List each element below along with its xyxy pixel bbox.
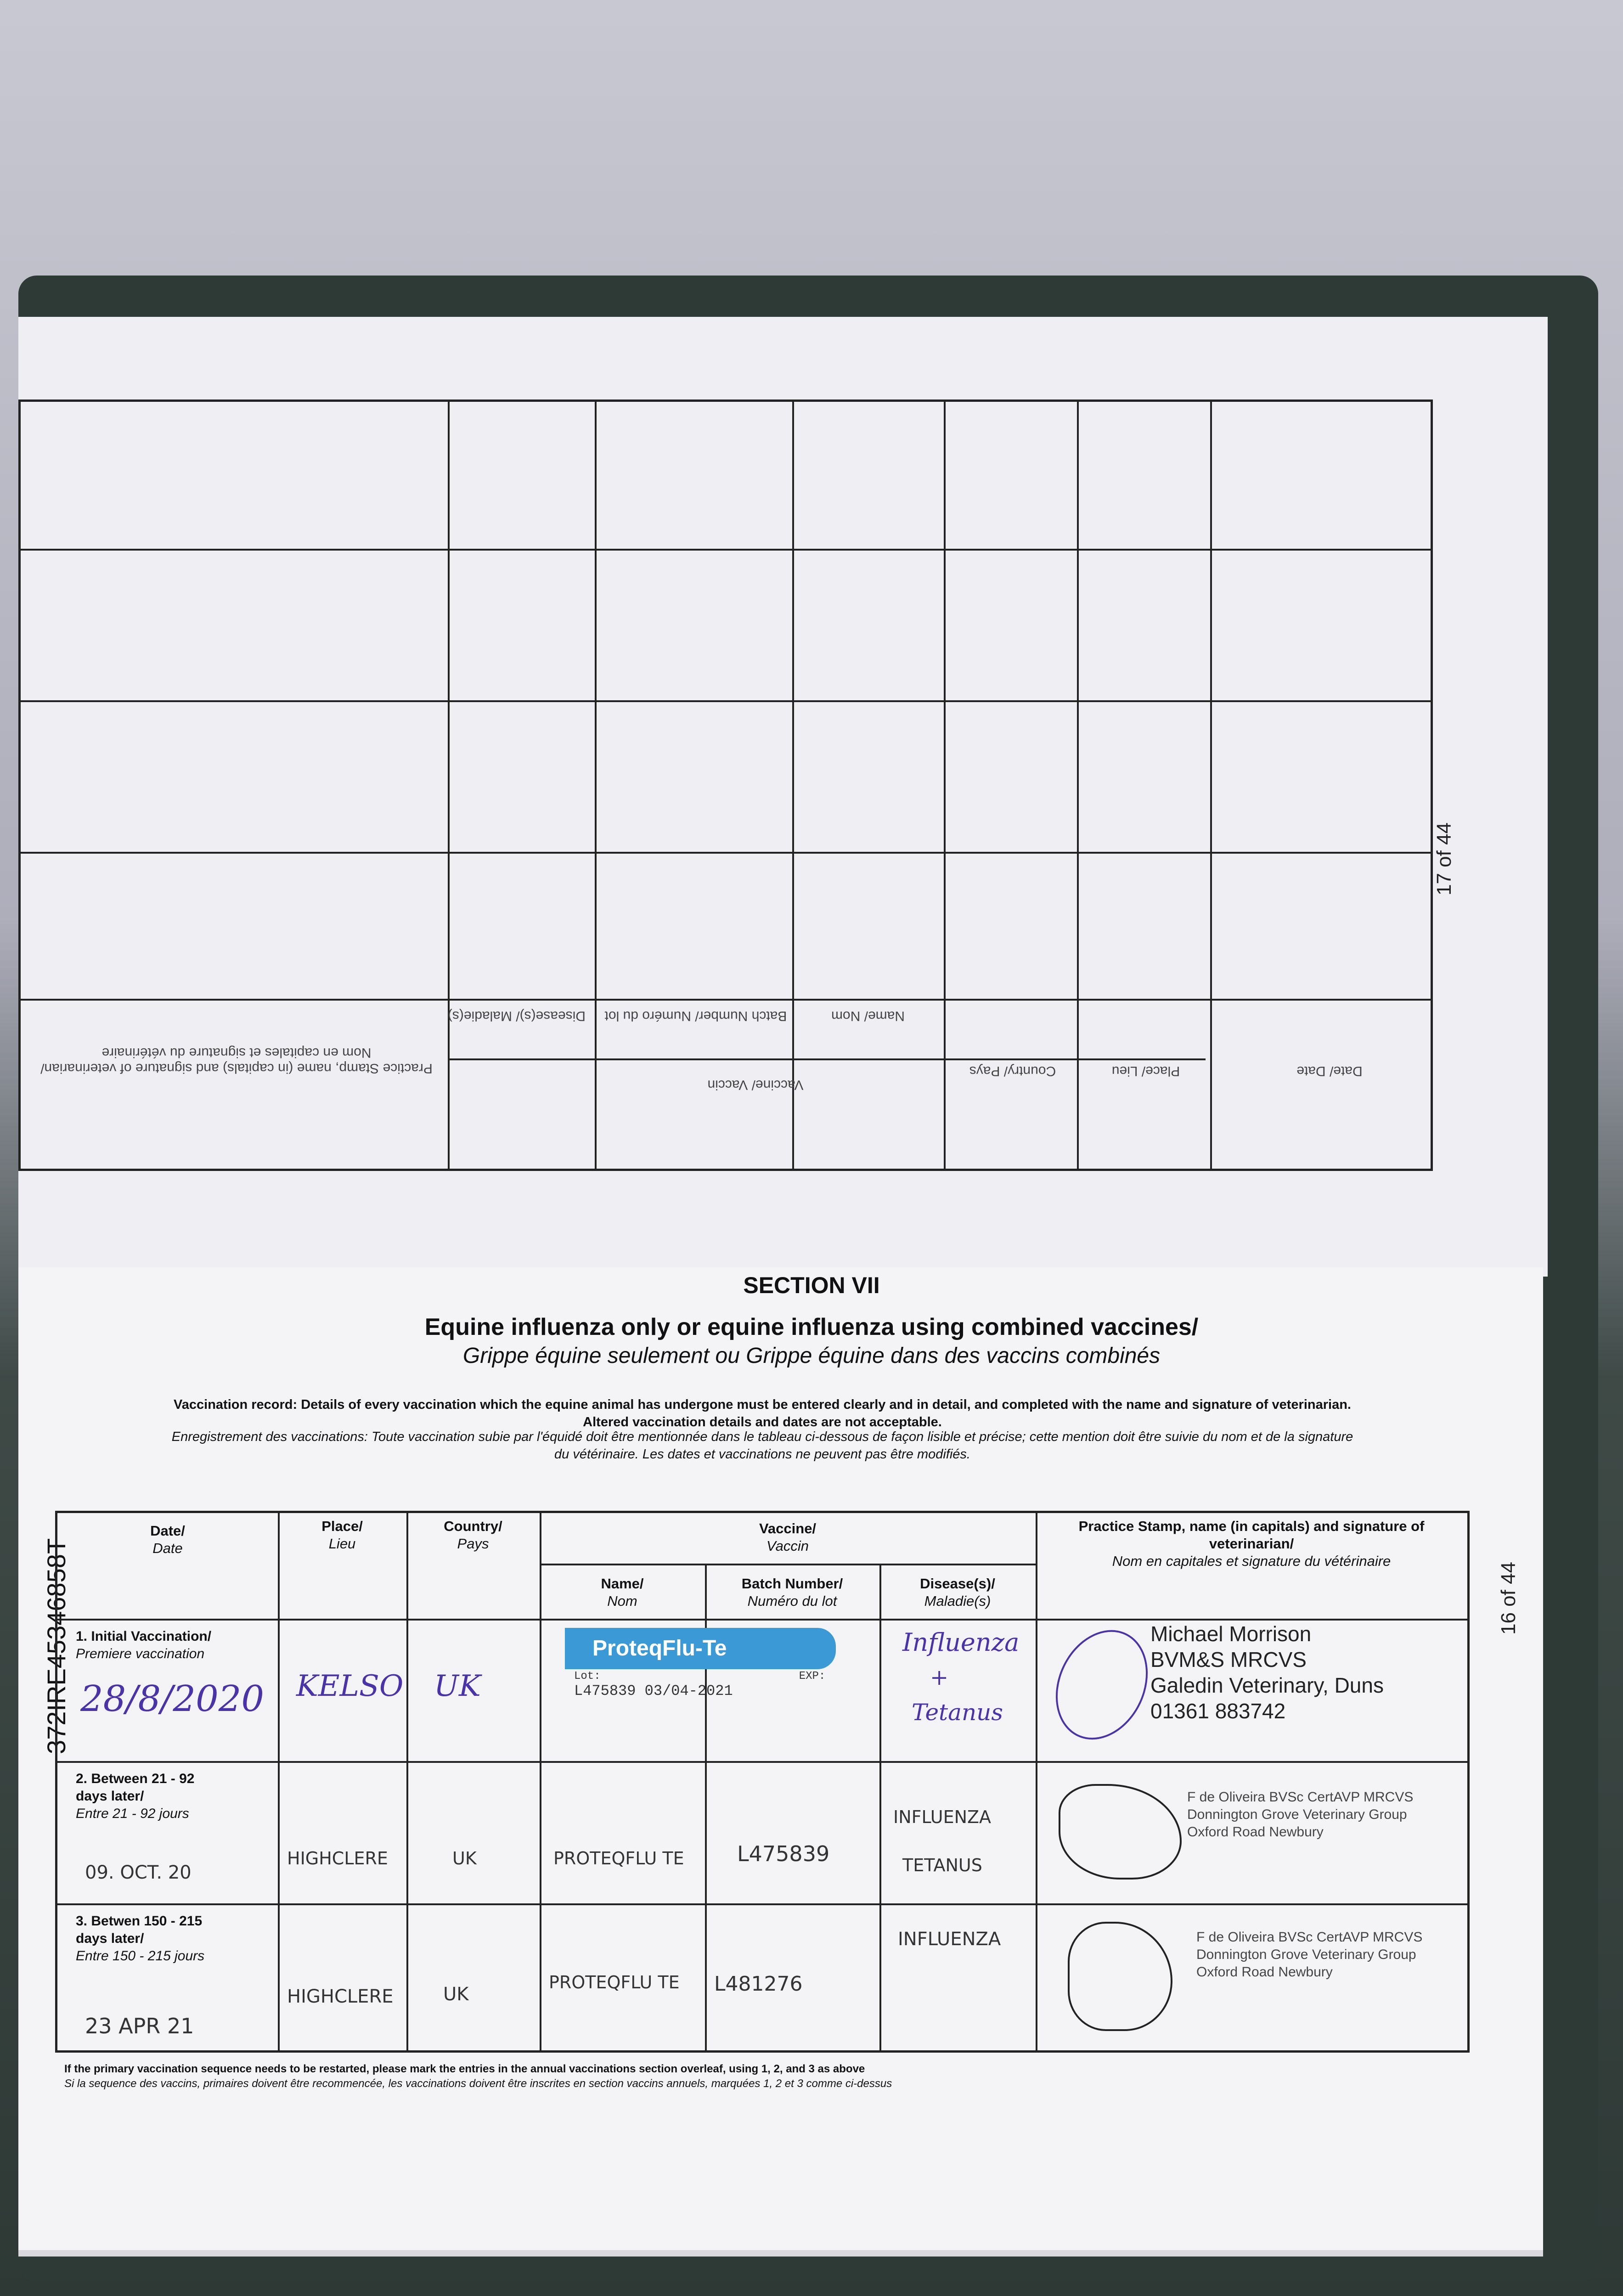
row1-country: UK xyxy=(434,1669,481,1703)
mirrored-header-practice: Practice Stamp, name (in capitals) and signature of veterinarian/ Nom en capitales et signature du vétérinaire xyxy=(40,1045,433,1076)
header-country: Country/ Pays xyxy=(444,1518,502,1552)
header-date: Date/ Date xyxy=(150,1523,185,1556)
header-practice: Practice Stamp, name (in capitals) and signature of veterinarian/ Nom en capitales et signature du vétérinaire xyxy=(1078,1518,1425,1569)
row2-stamp-line1: F de Oliveira BVSc CertAVP MRCVS xyxy=(1187,1790,1414,1805)
grid-line xyxy=(57,1619,1467,1621)
footnote xyxy=(64,2062,1488,2091)
section-title: Equine influenza only or equine influenza using combined vaccines/ xyxy=(424,1314,1199,1340)
row3-name: PROTEQFLU TE xyxy=(549,1972,680,1992)
grid-line xyxy=(1077,402,1079,1169)
passport-id-code: 372IRE45346858T xyxy=(42,1538,71,1754)
vaccine-sticker-code: L475839 03/04-2021 xyxy=(574,1683,733,1699)
row2-place: HIGHCLERE xyxy=(287,1848,388,1868)
row1-disease-3: Tetanus xyxy=(912,1699,1003,1726)
row1-disease-1: Influenza xyxy=(902,1628,1020,1657)
mirrored-header-place: Place/ Lieu xyxy=(1111,1064,1180,1079)
description-en-line1: Vaccination record: Details of every vaccination which the equine animal has undergone must be entered clearly and in detail, and completed with the name and signature of veterinarian. xyxy=(174,1397,1351,1412)
row3-stamp xyxy=(1196,1929,1422,1981)
header-name: Name/ Nom xyxy=(601,1576,644,1609)
row2-date: 09. OCT. 20 xyxy=(85,1862,192,1883)
row2-disease-2: TETANUS xyxy=(902,1855,982,1875)
row3-disease-1: INFLUENZA xyxy=(898,1929,1001,1950)
vaccine-sticker-lot-label: Lot: EXP: xyxy=(574,1670,826,1683)
mirrored-header-disease: Disease(s)/ Maladie(s) xyxy=(447,1008,586,1024)
footnote-fr: Si la sequence des vaccins, primaires doivent être recommencée, les vaccinations doivent être inscrites en section vaccins annuels, marquées 1, 2 et 3 comme ci-dessus xyxy=(64,2077,892,2090)
row1-place: KELSO xyxy=(296,1669,404,1703)
grid-line xyxy=(540,1564,1036,1565)
row2-batch: L475839 xyxy=(737,1841,830,1866)
row1-date: 28/8/2020 xyxy=(80,1678,264,1720)
row2-name: PROTEQFLU TE xyxy=(553,1848,684,1868)
grid-line xyxy=(57,1903,1467,1905)
bottom-page-number: 16 of 44 xyxy=(1497,1561,1520,1635)
grid-line xyxy=(21,700,1431,702)
grid-line xyxy=(879,1564,881,2050)
grid-line xyxy=(792,402,794,1169)
grid-line xyxy=(57,1761,1467,1763)
row2-country: UK xyxy=(452,1848,477,1868)
description-fr xyxy=(64,1428,1460,1463)
row2-disease-1: INFLUENZA xyxy=(893,1807,992,1827)
grid-line xyxy=(944,402,946,1169)
header-vaccine: Vaccine/ Vaccin xyxy=(759,1520,817,1554)
row1-stamp-line3: Galedin Veterinary, Duns xyxy=(1150,1673,1384,1697)
row3-place: HIGHCLERE xyxy=(287,1986,394,2007)
grid-line xyxy=(21,852,1431,854)
mirrored-header-vaccine: Vaccine/ Vaccin xyxy=(707,1077,804,1092)
row3-country: UK xyxy=(443,1984,469,2005)
vaccine-sticker-brand: ProteqFlu-Te xyxy=(565,1628,836,1669)
grid-line xyxy=(448,1058,1206,1060)
description-fr-line2: du vétérinaire. Les dates et vaccinations ne peuvent pas être modifiés. xyxy=(554,1447,970,1462)
mirrored-header-date: Date/ Date xyxy=(1296,1064,1363,1079)
footnote-en: If the primary vaccination sequence needs to be restarted, please mark the entries in the annual vaccinations section overleaf, using 1, 2, and 3 as above xyxy=(64,2063,865,2075)
row3-batch: L481276 xyxy=(714,1972,803,1996)
top-page-table xyxy=(18,400,1433,1171)
row3-stamp-line3: Oxford Road Newbury xyxy=(1196,1964,1333,1980)
vaccine-sticker-details xyxy=(574,1670,825,1699)
row3-signature xyxy=(1068,1922,1172,2031)
grid-line xyxy=(448,402,450,1169)
grid-line xyxy=(1036,1513,1037,2050)
vaccination-table xyxy=(55,1511,1470,2053)
vaccine-batch-sticker xyxy=(565,1628,836,1701)
row1-signature xyxy=(1038,1615,1165,1755)
header-batch: Batch Number/ Numéro du lot xyxy=(741,1576,843,1609)
row2-stamp-line3: Oxford Road Newbury xyxy=(1187,1824,1324,1840)
row1-disease-2: + xyxy=(930,1665,949,1690)
row2-stamp xyxy=(1187,1789,1413,1841)
mirrored-header-batch: Batch Number/ Numéro du lot xyxy=(604,1008,787,1024)
description-en-line2: Altered vaccination details and dates are not acceptable. xyxy=(583,1415,942,1429)
row3-date: 23 APR 21 xyxy=(85,2014,194,2038)
grid-line xyxy=(278,1513,280,2050)
row1-stamp-line4: 01361 883742 xyxy=(1150,1699,1286,1723)
row2-signature xyxy=(1059,1784,1182,1880)
grid-line xyxy=(406,1513,408,2050)
grid-line xyxy=(21,549,1431,551)
section-title-fr: Grippe équine seulement ou Grippe équine dans des vaccins combinés xyxy=(462,1344,1161,1368)
row1-stamp-line1: Michael Morrison xyxy=(1150,1622,1312,1646)
top-page-number: 17 of 44 xyxy=(1433,822,1455,895)
description-fr-line1: Enregistrement des vaccinations: Toute vaccination subie par l'équidé doit être mentionnée dans le tableau ci-dessous de façon lisible et précise; cette mention doit être suivie du nom et de la signature xyxy=(171,1429,1353,1444)
header-disease: Disease(s)/ Maladie(s) xyxy=(920,1576,995,1609)
row2-stamp-line2: Donnington Grove Veterinary Group xyxy=(1187,1807,1407,1822)
row3-stamp-line2: Donnington Grove Veterinary Group xyxy=(1196,1947,1416,1962)
description-en xyxy=(64,1396,1460,1431)
row3-label: 3. Betwen 150 - 215 days later/ Entre 150 - 215 jours xyxy=(76,1913,205,1964)
row1-stamp-line2: BVM&S MRCVS xyxy=(1150,1648,1307,1671)
row1-label: 1. Initial Vaccination/ Premiere vaccination xyxy=(76,1629,212,1661)
mirrored-header-country: Country/ Pays xyxy=(969,1064,1056,1079)
grid-line xyxy=(595,402,597,1169)
grid-line xyxy=(1210,402,1212,1169)
row2-label: 2. Between 21 - 92 days later/ Entre 21 - 92 jours xyxy=(76,1771,195,1821)
grid-line xyxy=(21,999,1431,1001)
section-label: SECTION VII xyxy=(743,1272,880,1298)
row1-stamp xyxy=(1150,1621,1384,1724)
row3-stamp-line1: F de Oliveira BVSc CertAVP MRCVS xyxy=(1196,1930,1423,1945)
mirrored-header-name: Name/ Nom xyxy=(831,1008,905,1024)
header-place: Place/ Lieu xyxy=(321,1518,363,1552)
